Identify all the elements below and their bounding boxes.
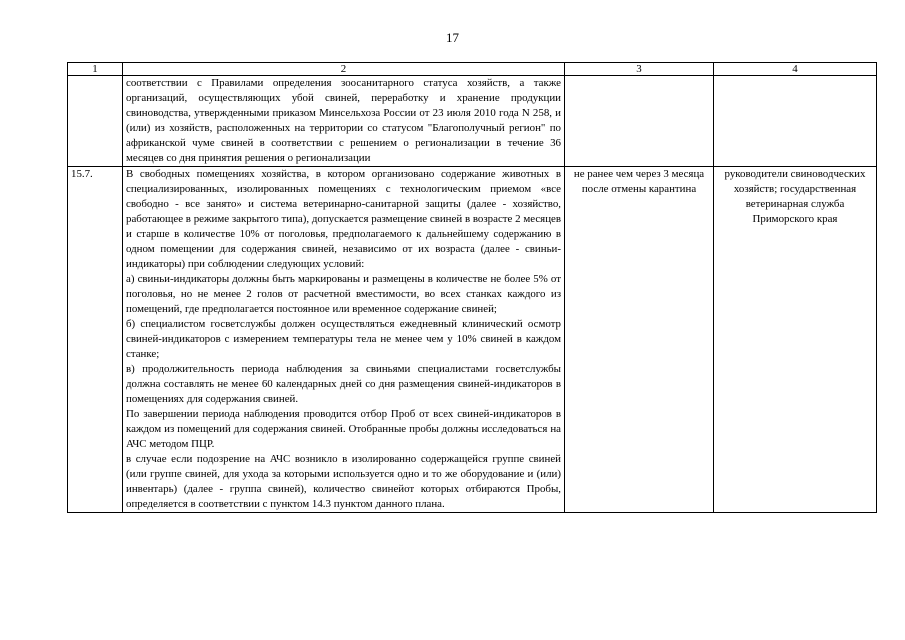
row-number — [68, 76, 123, 167]
measure-description: соответствии с Правилами определения зоосанитарного статуса хозяйств, а также организаций, осуществляющих убой свиней, переработку и хранение продукции свиноводства, утвержденными приказом Минсельхоза России от 23 июля 2010 года N 258, и (или) из хозяйств, расположенных на территории со статусом "Благополучный регион" по африканской чуме свиней в соответствии с решением о регионализации в течение 36 месяцев со дня принятия решения о регионализации — [123, 76, 565, 167]
table-row — [68, 76, 877, 167]
paragraph: По завершении периода наблюдения проводится отбор Проб от всех свиней-индикаторов в каждом из помещений для содержания свиней. Отобранные пробы должны исследоваться на АЧС методом ПЦР. — [126, 408, 561, 450]
paragraph: В свободных помещениях хозяйства, в котором организовано содержание животных в специализированных, изолированных помещениях с технологическим приемом «все свободно - все занято» и система ветеринарно-санитарной защиты (далее - хозяйство, работающее в режиме закрытого типа), допускается размещение свиней в возрасте 2 месяцев и старше в количестве 10% от поголовья, предполагаемого к дальнейшему содержанию в одном помещении для содержания свиней, независимо от их возраста (далее - свиньи-индикаторы) при соблюдении следующих условий: — [126, 168, 561, 270]
column-header: 2 — [123, 63, 565, 76]
measure-term: не ранее чем через 3 месяца после отмены карантина — [565, 167, 714, 513]
table-row — [68, 167, 877, 513]
column-header: 3 — [565, 63, 714, 76]
paragraph: в случае если подозрение на АЧС возникло в изолированно содержащейся группе свиней (или группе свиней, для ухода за которыми используется одно и то же оборудование и (или) инвентарь) (далее - группа свиней), количество свинейот которых отбираются Пробы, определяется в соответствии с пунктом 14.3 пунктом данного плана. — [126, 453, 561, 510]
measure-responsible: руководители свиноводческих хозяйств; государственная ветеринарная служба Приморского края — [714, 167, 877, 513]
measure-term — [565, 76, 714, 167]
column-header: 4 — [714, 63, 877, 76]
paragraph: а) свиньи-индикаторы должны быть маркированы и размещены в количестве не более 5% от поголовья, но не менее 2 голов от расчетной вместимости, во всех станках каждого из помещений, где предполагается постоянное или временное содержание свиней; — [126, 273, 561, 315]
paragraph: б) специалистом госветслужбы должен осуществляться ежедневный клинический осмотр свиней-индикаторов с измерением температуры тела не менее чем у 10% свиней в каждом станке; — [126, 318, 561, 360]
paragraph: в) продолжительность периода наблюдения за свиньями специалистами госветслужбы должна составлять не менее 60 календарных дней со дня размещения свиней-индикаторов в помещениях для содержания свиней. — [126, 363, 561, 405]
plan-table — [67, 62, 877, 513]
measure-responsible — [714, 76, 877, 167]
row-number: 15.7. — [68, 167, 123, 513]
page-number: 17 — [446, 30, 459, 45]
column-header: 1 — [68, 63, 123, 76]
measure-description — [123, 167, 565, 513]
table-header-row — [68, 63, 877, 76]
